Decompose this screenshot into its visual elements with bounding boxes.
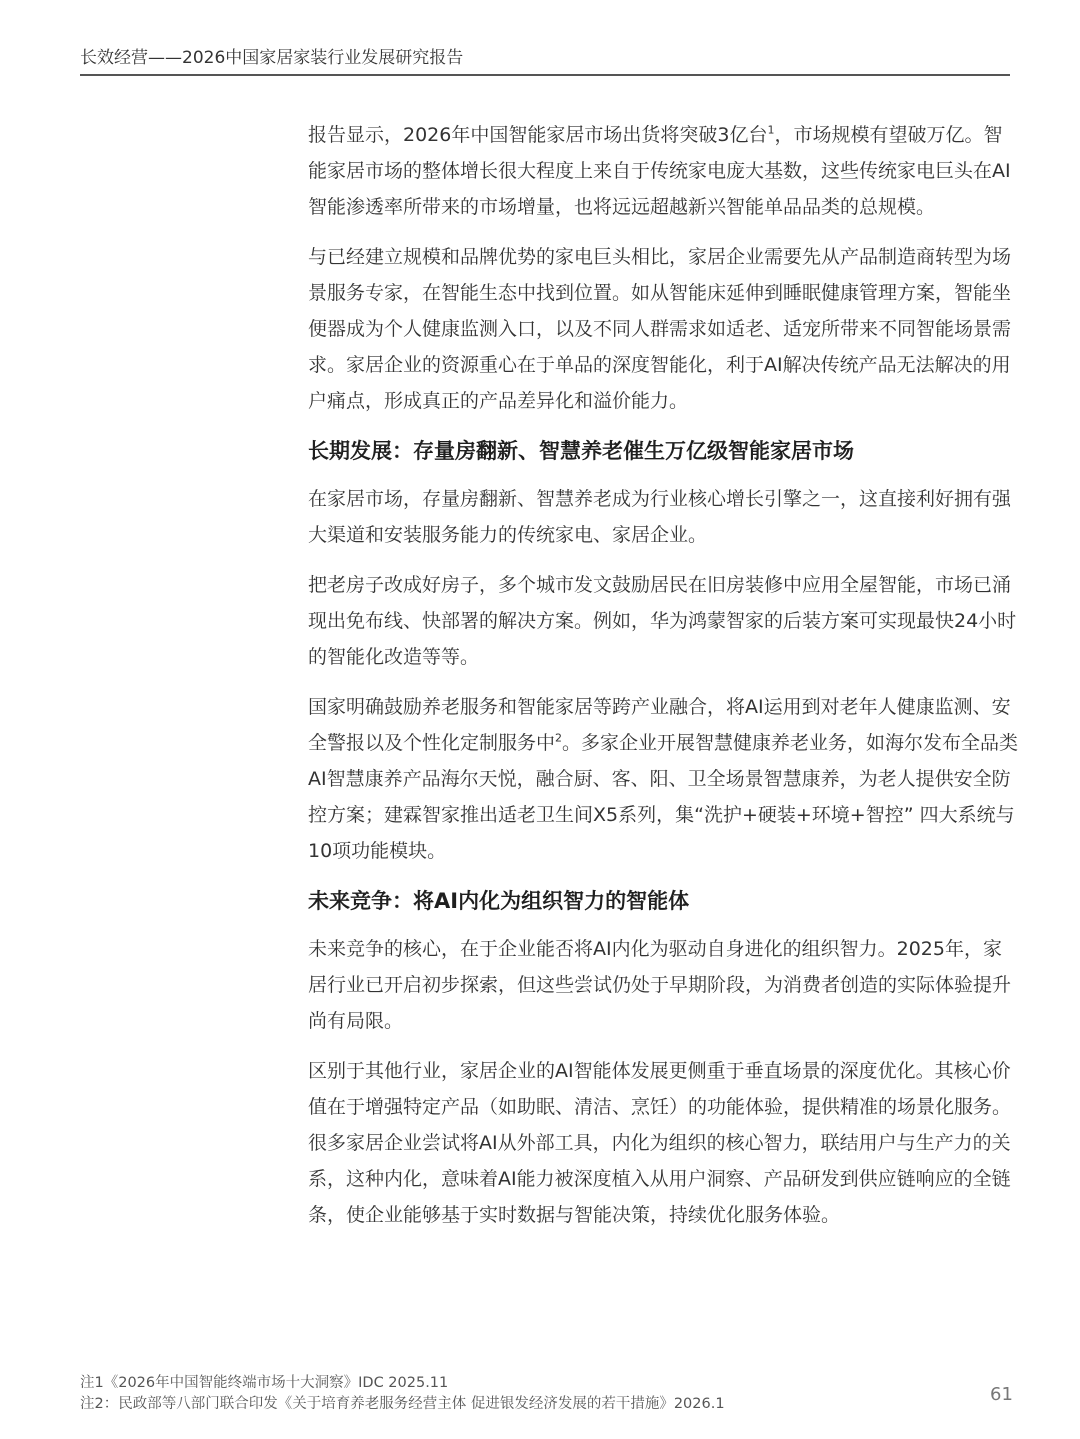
footnote-2: 注2：民政部等八部门联合印发《关于培育养老服务经营主体 促进银发经济发展的若干措施》2026.1 — [80, 1396, 725, 1412]
paragraph-market-size — [308, 117, 1020, 225]
footnote-ref-1: 1 — [767, 123, 775, 137]
footnotes — [80, 1373, 900, 1415]
section-heading-long-term: 长期发展：存量房翻新、智慧养老催生万亿级智能家居市场 — [308, 439, 854, 463]
main-content — [308, 117, 1020, 1247]
paragraph-elderly-care — [308, 689, 1020, 869]
page-number: 61 — [990, 1384, 1013, 1405]
paragraph-competition-core: 未来竞争的核心，在于企业能否将AI内化为驱动自身进化的组织智力。2025年，家居行业已开启初步探索，但这些尝试仍处于早期阶段，为消费者创造的实际体验提升尚有局限。 — [308, 938, 1012, 1032]
section-heading-future-competition: 未来竞争：将AI内化为组织智力的智能体 — [308, 889, 690, 913]
paragraph-text: 报告显示，2026年中国智能家居市场出货将突破3亿台 — [308, 124, 768, 146]
paragraph-text: 。多家企业开展智慧健康养老业务，如海尔发布全品类AI智慧康养产品海尔天悦，融合厨、客、阳、卫全场景智慧康养，为老人提供安全防控方案；建霖智家推出适老卫生间X5系列，集“洗护+硬装+环境+智控” 四大系统与10项功能模块。 — [308, 732, 1019, 862]
paragraph-text: ，市场规模有望破万亿。智能家居市场的整体增长很大程度上来自于传统家电庞大基数，这些传统家电巨头在AI智能渗透率所带来的市场增量，也将远远超越新兴智能单品品类的总规模。 — [308, 124, 1011, 218]
paragraph-text: 国家明确鼓励养老服务和智能家居等跨产业融合，将AI运用到对老年人健康监测、安全警报以及个性化定制服务中 — [308, 696, 1011, 754]
paragraph-ai-agent: 区别于其他行业，家居企业的AI智能体发展更侧重于垂直场景的深度优化。其核心价值在于增强特定产品（如助眠、清洁、烹饪）的功能体验，提供精准的场景化服务。很多家居企业尝试将AI从外部工具，内化为组织的核心智力，联结用户与生产力的关系，这种内化，意味着AI能力被深度植入从用户洞察、产品研发到供应链响应的全链条，使企业能够基于实时数据与智能决策，持续优化服务体验。 — [308, 1060, 1012, 1226]
paragraph-old-houses: 把老房子改成好房子，多个城市发文鼓励居民在旧房装修中应用全屋智能，市场已涌现出免布线、快部署的解决方案。例如，华为鸿蒙智家的后装方案可实现最快24小时的智能化改造等等。 — [308, 574, 1017, 668]
paragraph-growth-engine: 在家居市场，存量房翻新、智慧养老成为行业核心增长引擎之一，这直接利好拥有强大渠道和安装服务能力的传统家电、家居企业。 — [308, 488, 1012, 546]
page-header — [80, 40, 1010, 76]
paragraph-home-enterprise: 与已经建立规模和品牌优势的家电巨头相比，家居企业需要先从产品制造商转型为场景服务专家，在智能生态中找到位置。如从智能床延伸到睡眠健康管理方案，智能坐便器成为个人健康监测入口，以及不同人群需求如适老、适宠所带来不同智能场景需求。家居企业的资源重心在于单品的深度智能化，利于AI解决传统产品无法解决的用户痛点，形成真正的产品差异化和溢价能力。 — [308, 246, 1012, 412]
report-title: 长效经营——2026中国家居家装行业发展研究报告 — [80, 48, 464, 68]
footnote-1: 注1《2026年中国智能终端市场十大洞察》IDC 2025.11 — [80, 1375, 449, 1391]
footnote-ref-2: 2 — [555, 731, 563, 745]
